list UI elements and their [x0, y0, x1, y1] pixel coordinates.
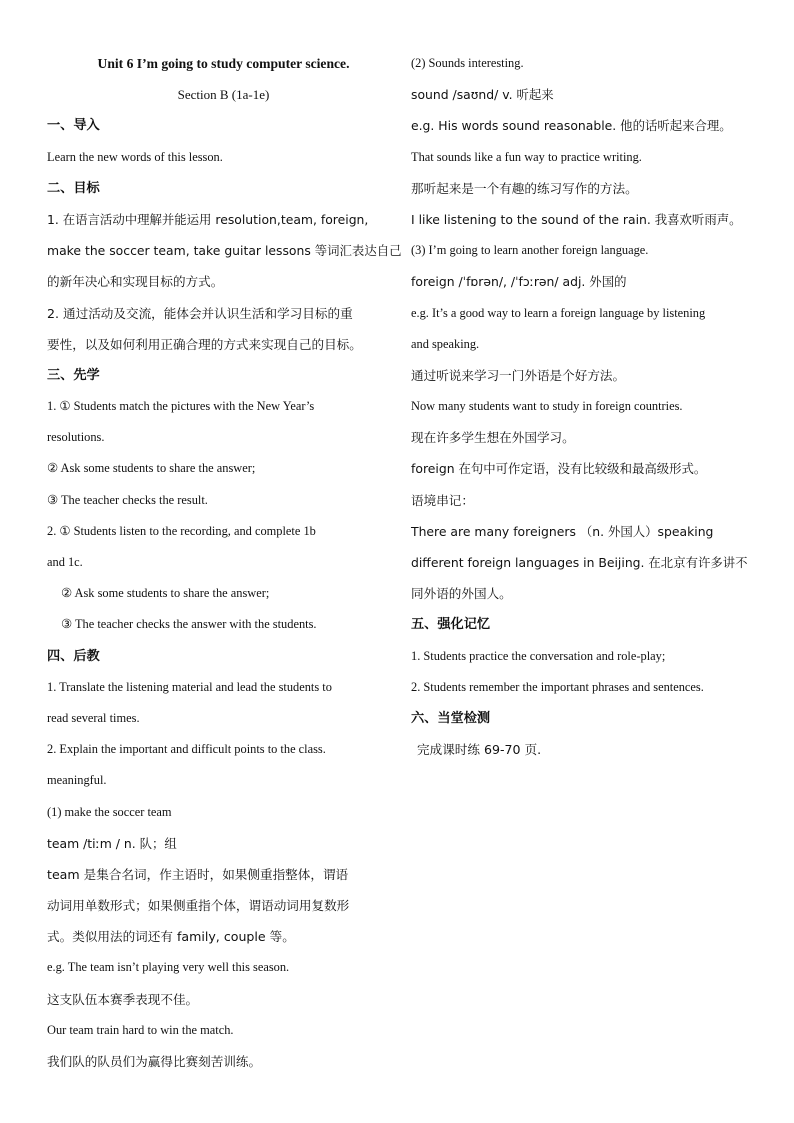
pre-1-step-3: ③ The teacher checks the result.	[47, 492, 208, 507]
foreign-example-1-line-2: and speaking.	[411, 336, 480, 351]
sound-example-1: e.g. His words sound reasonable. 他的话听起来合理。	[411, 118, 732, 134]
foreign-example-1-line-1: e.g. It’s a good way to learn a foreign language by listening	[411, 305, 706, 320]
sound-example-2-translation: 那听起来是一个有趣的练习写作的方法。	[411, 180, 638, 196]
heading-classroom-test: 六、当堂检测	[411, 710, 491, 726]
pre-1-line-1: 1. ① Students match the pictures with the New Year’s	[47, 399, 315, 414]
pre-1-step-2: ② Ask some students to share the answer;	[47, 461, 256, 476]
post-2-line-1: 2. Explain the important and difficult points to the class.	[47, 742, 326, 757]
sound-definition: sound /saʊnd/ v. 听起来	[411, 87, 554, 103]
goal-2-line-1: 2. 通过活动及交流，能体会并认识生活和学习目标的重	[47, 305, 353, 321]
foreign-example-1-translation: 通过听说来学习一门外语是个好方法。	[411, 367, 626, 383]
left-column	[47, 48, 402, 1077]
goal-1-line-3: 的新年决心和实现目标的方式。	[47, 274, 224, 290]
team-example-1: e.g. The team isn’t playing very well this season.	[47, 960, 290, 975]
sound-example-2: That sounds like a fun way to practice writing.	[411, 149, 642, 164]
test-instruction: 完成课时练 69-70 页.	[417, 742, 542, 758]
context-heading: 语境串记：	[411, 492, 474, 508]
heading-pre-learning: 三、先学	[47, 367, 100, 383]
heading-reinforce: 五、强化记忆	[411, 617, 491, 633]
sound-example-3: I like listening to the sound of the rain. 我喜欢听雨声。	[411, 211, 742, 227]
memory-step-2: 2. Students remember the important phrases and sentences.	[411, 679, 704, 694]
page-title: Unit 6 I’m going to study computer science.	[97, 56, 350, 71]
pre-1-line-2: resolutions.	[47, 430, 105, 445]
post-1-line-1: 1. Translate the listening material and lead the students to	[47, 679, 332, 694]
goal-2-line-2: 要性，以及如何利用正确合理的方式来实现自己的目标。	[47, 336, 362, 352]
pre-2-step-2: ② Ask some students to share the answer;	[61, 586, 270, 601]
pre-2-step-3: ③ The teacher checks the answer with the students.	[61, 617, 317, 632]
post-2-line-2: meaningful.	[47, 773, 107, 788]
foreign-example-2-translation: 现在许多学生想在外国学习。	[411, 430, 575, 446]
foreign-note: foreign 在句中可作定语，没有比较级和最高级形式。	[411, 461, 707, 477]
context-line-1: There are many foreigners （n. 外国人）speaking	[411, 523, 714, 539]
heading-intro: 一、导入	[47, 118, 100, 134]
goal-1-line-1: 1. 在语言活动中理解并能运用 resolution,team, foreign,	[47, 211, 369, 227]
team-example-2-translation: 我们队的队员们为赢得比赛刻苦训练。	[47, 1054, 262, 1069]
heading-teaching: 四、后教	[47, 648, 100, 664]
memory-step-1: 1. Students practice the conversation and role-play;	[411, 648, 666, 663]
team-example-2: Our team train hard to win the match.	[47, 1022, 234, 1037]
foreign-example-2: Now many students want to study in foreign countries.	[411, 399, 683, 414]
team-note-line-1: team 是集合名词，作主语时，如果侧重指整体，谓语	[47, 866, 349, 882]
goal-1-line-2: make the soccer team, take guitar lessons 等词汇表达自己	[47, 243, 402, 259]
point-1-title: (1) make the soccer team	[47, 804, 172, 819]
context-line-3: 同外语的外国人。	[411, 586, 512, 602]
heading-goals: 二、目标	[47, 180, 100, 196]
team-definition: team /tiːm / n. 队；组	[47, 835, 177, 851]
point-3-title: (3) I’m going to learn another foreign language.	[411, 243, 649, 258]
section-subtitle: Section B (1a-1e)	[177, 87, 270, 103]
post-1-line-2: read several times.	[47, 710, 140, 725]
team-note-line-3: 式。类似用法的词还有 family, couple 等。	[47, 929, 295, 945]
pre-2-line-2: and 1c.	[47, 555, 83, 569]
point-2-title: (2) Sounds interesting.	[411, 56, 524, 70]
team-note-line-2: 动词用单数形式；如果侧重指个体，谓语动词用复数形	[47, 898, 350, 914]
team-example-1-translation: 这支队伍本赛季表现不佳。	[47, 991, 199, 1007]
pre-2-line-1: 2. ① Students listen to the recording, and complete 1b	[47, 523, 316, 538]
intro-text: Learn the new words of this lesson.	[47, 149, 223, 164]
context-line-2: different foreign languages in Beijing. 在北京有许多讲不	[411, 555, 748, 570]
foreign-definition: foreign /ˈfɒrən/, /ˈfɔːrən/ adj. 外国的	[411, 274, 627, 290]
right-column	[411, 48, 751, 765]
